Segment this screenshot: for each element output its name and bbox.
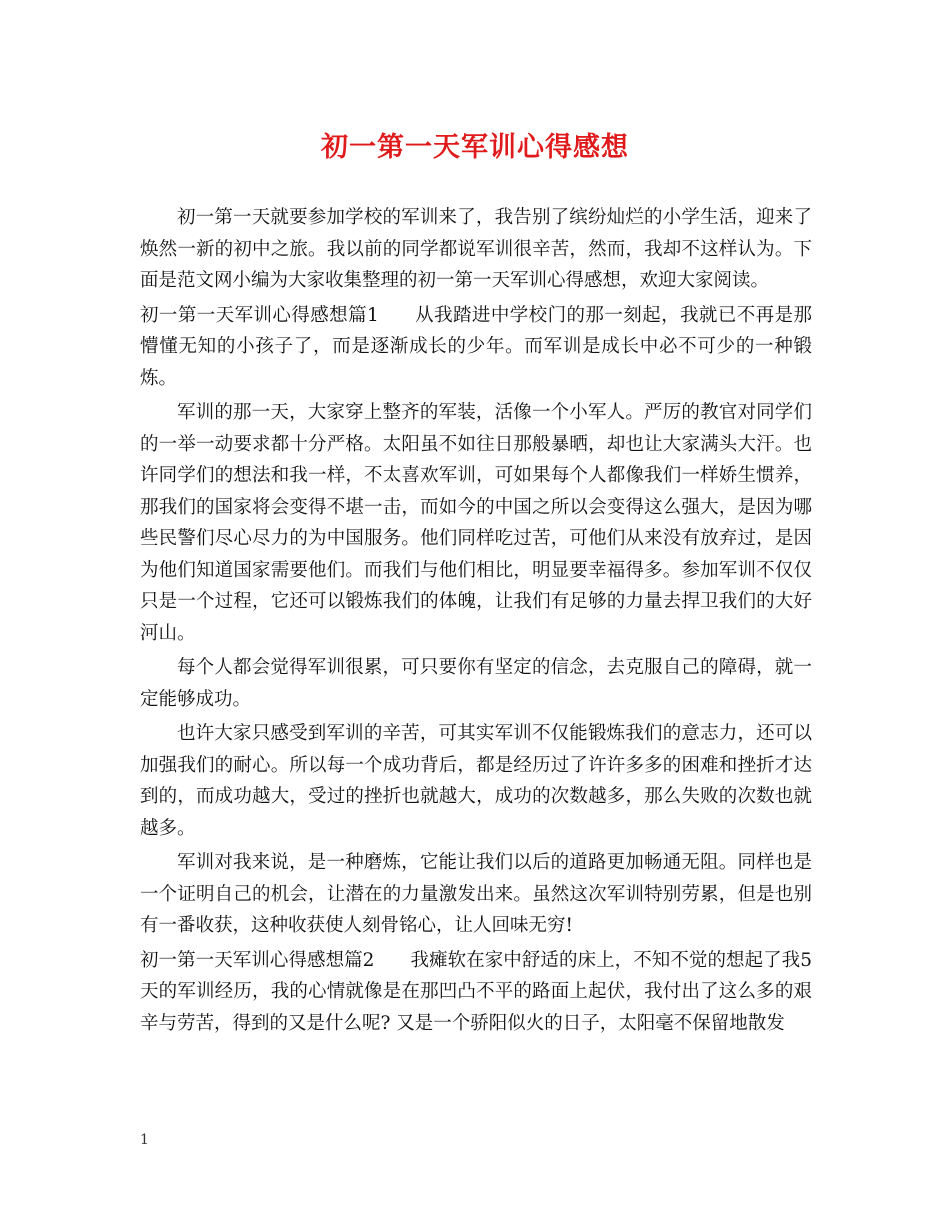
section-1-title: 初一第一天军训心得感想篇1	[140, 304, 379, 326]
intro-paragraph: 初一第一天就要参加学校的军训来了，我告别了缤纷灿烂的小学生活，迎来了焕然一新的初中之旅。我以前的同学都说军训很辛苦，然而，我却不这样认为。下面是范文网小编为大家收集整理的初一第一天军训心得感想，欢迎大家阅读。	[140, 207, 812, 291]
document-title: 初一第一天军训心得感想	[321, 132, 629, 163]
section-1-text: 从我踏进中学校门的那一刻起，我就已不再是那懵懂无知的小孩子了，而是逐渐成长的少年。而军训是成长中必不可少的一种锻炼。	[140, 304, 812, 389]
document-body	[140, 202, 812, 1042]
paragraph-2: 每个人都会觉得军训很累，可只要你有坚定的信念，去克服自己的障碍，就一定能够成功。	[140, 657, 812, 710]
paragraph-3: 也许大家只感受到军训的辛苦，可其实军训不仅能锻炼我们的意志力，还可以加强我们的耐心。所以每一个成功背后，都是经历过了许许多多的困难和挫折才达到的，而成功越大，受过的挫折也就越大，成功的次数越多，那么失败的次数也就越多。	[140, 723, 812, 839]
paragraph-4: 军训对我来说，是一种磨炼，它能让我们以后的道路更加畅通无阻。同样也是一个证明自己的机会，让潜在的力量激发出来。虽然这次军训特别劳累，但是也别有一番收获，这种收获使人刻骨铭心，让人回味无穷!	[140, 852, 812, 936]
page-number: 1	[140, 1132, 149, 1148]
section-2-text: 我瘫软在家中舒适的床上，不知不觉的想起了我5天的军训经历，我的心情就像是在那凹凸不平的路面上起伏，我付出了这么多的艰辛与劳苦，得到的又是什么呢? 又是一个骄阳似火的日子，太阳毫不保留地散发	[140, 949, 812, 1034]
section-2-title: 初一第一天军训心得感想篇2	[140, 949, 375, 971]
section-2	[140, 945, 812, 1040]
paragraph-1: 军训的那一天，大家穿上整齐的军装，活像一个小军人。严厉的教官对同学们的一举一动要求都十分严格。太阳虽不如往日那般暴晒，却也让大家满头大汗。也许同学们的想法和我一样，不太喜欢军训，可如果每个人都像我们一样娇生惯养，那我们的国家将会变得不堪一击，而如今的中国之所以会变得这么强大，是因为哪些民警们尽心尽力的为中国服务。他们同样吃过苦，可他们从来没有放弃过，是因为他们知道国家需要他们。而我们与他们相比，明显要幸福得多。参加军训不仅仅只是一个过程，它还可以锻炼我们的体魄，让我们有足够的力量去捍卫我们的大好河山。	[140, 402, 812, 644]
section-1	[140, 300, 812, 395]
